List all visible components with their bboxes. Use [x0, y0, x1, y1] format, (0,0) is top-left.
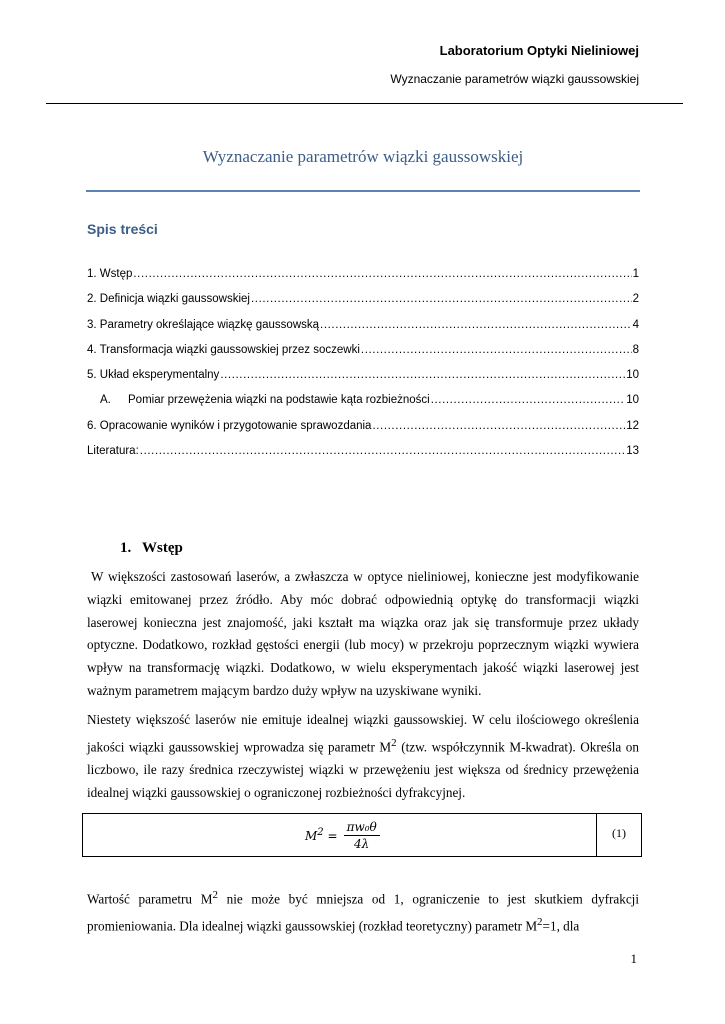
toc-entry-page: 10: [626, 369, 639, 382]
section-title: Wstęp: [142, 540, 183, 556]
toc-entry-letter: A.: [100, 394, 111, 407]
superscript: 2: [537, 916, 543, 929]
paragraph-text: =1, dla: [542, 918, 580, 934]
toc-entry-label: 4. Transformacja wiązki gaussowskiej przez soczewki: [87, 343, 360, 356]
toc-entry-label: 2. Definicja wiązki gaussowskiej: [87, 293, 250, 306]
toc-entry-literatura[interactable]: [87, 445, 639, 470]
title-divider: [86, 190, 640, 192]
section-heading-wstep: [120, 540, 183, 557]
toc-entry-label: [100, 394, 430, 406]
toc-entry-page: 2: [632, 293, 639, 306]
equation-number: (1): [612, 826, 626, 840]
toc-entry-definicja[interactable]: [87, 293, 639, 318]
paragraph-intro: W większości zastosowań laserów, a zwłaszcza w optyce nieliniowej, konieczne jest modyfikowanie wiązki emitowanej przez źródło. Aby móc dobrać odpowiednią optykę do transformacji wiązki laserowej konieczna jest znajomość, jaki kształt ma wiązka oraz jak się transformuje przez układy optyczne. Dodatkowo, rozkład gęstości energii (lub mocy) w przekroju poprzecznym wiązki wywiera wpływ na transformację wiązki. Dodatkowo, w wielu eksperymentach jakość wiązki laserowej jest ważnym parametrem mającym bardzo duży wpływ na uzyskiwane wyniki.: [87, 569, 639, 698]
paragraph-m2-limit: [87, 884, 639, 938]
toc-entry-label: 6. Opracowanie wyników i przygotowanie sprawozdania: [87, 419, 372, 432]
paragraph-text: (tzw. współczynnik M-kwadrat). Określa on liczbowo, ile razy średnica rzeczywistej wiązki w przewężeniu jest większa od średnicy przewężenia idealnej wiązki gaussowskiej o ograniczonej rozbieżności dyfrakcyjnej.: [87, 739, 639, 800]
equation-numerator: πw₀θ: [344, 820, 380, 836]
toc-dot-leader: [320, 319, 632, 331]
header-lab-title: Laboratorium Optyki Nieliniowej: [439, 43, 639, 58]
toc-dot-leader: [361, 344, 632, 356]
toc-entry-page: 4: [632, 318, 639, 331]
toc-entry-wstep[interactable]: [87, 268, 639, 293]
toc-entry-label: 5. Układ eksperymentalny: [87, 369, 220, 382]
superscript: 2: [391, 736, 397, 749]
paragraph-text: Niestety większość laserów nie emituje idealnej wiązki gaussowskiej. W celu ilościowego określenia jakości wiązki gaussowskiej wprowadza się parametr M: [87, 712, 639, 755]
superscript: 2: [212, 889, 218, 901]
paragraph-m2-definition: [87, 709, 639, 805]
page-number: 1: [630, 951, 637, 966]
toc-entry-page: 12: [626, 419, 639, 432]
equation-box: [82, 813, 642, 857]
paragraph-text: Wartość parametru M: [87, 891, 213, 907]
toc-entry-label: 3. Parametry określające wiązkę gaussowską: [87, 318, 320, 331]
equation-symbol: M: [305, 829, 318, 843]
toc-dot-leader: [431, 394, 626, 406]
toc-dot-leader: [372, 420, 625, 432]
toc-dot-leader: [133, 268, 631, 280]
document-title: Wyznaczanie parametrów wiązki gaussowskiej: [202, 147, 524, 166]
toc-entry-page: 8: [632, 343, 639, 356]
equation-m2: [305, 816, 380, 854]
header-divider: [46, 103, 683, 104]
toc-entry-label: Literatura:: [87, 445, 139, 458]
toc-entry-opracowanie[interactable]: [87, 420, 639, 445]
paragraph-text: nie może być mniejsza od 1, ograniczenie to jest skutkiem dyfrakcji promieniowania. Dla idealnej wiązki gaussowskiej (rozkład teoretyczny) parametr M: [87, 891, 640, 934]
toc-dot-leader: [140, 445, 625, 457]
toc-entry-page: 13: [626, 445, 639, 458]
equation-denominator: 4λ: [354, 836, 370, 851]
toc-dot-leader: [220, 369, 625, 381]
toc-entry-pomiar[interactable]: [87, 394, 639, 419]
toc-entry-uklad[interactable]: [87, 369, 639, 394]
toc-entry-parametry[interactable]: [87, 319, 639, 344]
header-subtitle: Wyznaczanie parametrów wiązki gaussowskiej: [390, 72, 639, 86]
equation-lhs: [305, 827, 338, 843]
equation-equals: =: [327, 829, 338, 843]
section-number: 1.: [120, 540, 132, 556]
toc-entry-page: 1: [632, 268, 639, 280]
toc-entry-text: Pomiar przewężenia wiązki na podstawie kąta rozbieżności: [128, 394, 430, 407]
toc-dot-leader: [251, 293, 632, 305]
toc-heading: Spis treści: [87, 221, 158, 237]
equation-fraction: [344, 820, 380, 851]
toc-entry-transformacja[interactable]: [87, 344, 639, 369]
equation-exponent: 2: [317, 827, 324, 838]
table-of-contents: [87, 268, 639, 470]
toc-entry-page: 10: [626, 394, 639, 407]
toc-entry-label: 1. Wstęp: [87, 268, 133, 280]
